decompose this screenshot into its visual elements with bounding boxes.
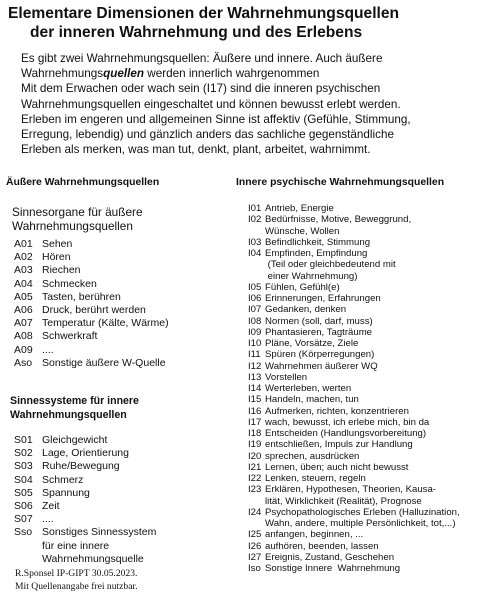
item-code: S05 bbox=[14, 486, 33, 499]
item-code: I19 bbox=[248, 439, 262, 451]
intro-paragraph bbox=[21, 51, 491, 157]
intro-text: Wahrnehmungs bbox=[21, 67, 104, 81]
intro-line: Erleben im engeren und allgemeinen Sinne ist affektiv (Gefühle, Stimmung, bbox=[21, 112, 411, 126]
list-item bbox=[14, 251, 169, 264]
item-code: A02 bbox=[14, 251, 33, 264]
item-text: Schmecken bbox=[42, 277, 97, 290]
list-item bbox=[14, 264, 169, 277]
item-code: I05 bbox=[248, 281, 262, 293]
item-code: I21 bbox=[248, 461, 262, 473]
list-item bbox=[248, 439, 492, 450]
item-code: I14 bbox=[248, 383, 262, 394]
item-text: Sonstige äußere W-Quelle bbox=[42, 356, 166, 369]
item-text: Antrieb, Energie bbox=[265, 203, 334, 214]
list-item bbox=[248, 293, 492, 304]
item-text: .... bbox=[42, 513, 54, 526]
intro-line: Erregung, lebendig) und gänzlich anders das sachliche gegenständliche bbox=[21, 128, 394, 142]
list-item bbox=[248, 361, 492, 372]
item-code: A05 bbox=[14, 290, 33, 303]
item-code: I10 bbox=[248, 338, 262, 349]
list-item bbox=[248, 237, 492, 248]
list-item bbox=[14, 526, 156, 566]
item-text: Lernen, üben; auch nicht bewusst bbox=[265, 461, 409, 473]
list-item bbox=[248, 203, 492, 214]
item-code: I23 bbox=[248, 484, 262, 496]
list-item bbox=[248, 394, 492, 405]
list-item bbox=[14, 487, 156, 500]
item-text: Phantasieren, Tagträume bbox=[265, 326, 373, 338]
title-line-1: Elementare Dimensionen der Wahrnehmungsquellen bbox=[8, 5, 400, 22]
inner-sources-heading: Innere psychische Wahrnehmungsquellen bbox=[236, 177, 445, 188]
item-code: Iso bbox=[248, 563, 261, 574]
list-item bbox=[14, 434, 156, 447]
item-code: A08 bbox=[14, 330, 33, 343]
intro-line: Erleben als merken, was man tut, denkt, plant, arbeitet, wahrnimmt. bbox=[21, 143, 371, 157]
list-item bbox=[248, 451, 492, 462]
list-item bbox=[248, 338, 492, 349]
list-item bbox=[14, 447, 156, 460]
item-code: I13 bbox=[248, 371, 262, 383]
item-code: I27 bbox=[248, 551, 262, 563]
item-text: Erinnerungen, Erfahrungen bbox=[265, 293, 381, 304]
item-text: Entscheiden (Handlungsvorbereitung) bbox=[265, 428, 427, 439]
item-code: S03 bbox=[14, 460, 33, 473]
item-code: I26 bbox=[248, 540, 262, 552]
list-item bbox=[248, 372, 492, 383]
intro-line: Wahrnehmungsquellen eingeschaltet und können bewusst erlebt werden. bbox=[21, 97, 401, 111]
item-text: aufhören, beenden, lassen bbox=[265, 540, 379, 552]
item-text: Aufmerken, richten, konzentrieren bbox=[265, 405, 409, 417]
item-text: anfangen, beginnen, ... bbox=[265, 529, 364, 541]
item-code: Aso bbox=[14, 356, 33, 369]
item-code: I08 bbox=[248, 315, 262, 327]
sense-organs-subheading bbox=[12, 205, 143, 233]
list-item bbox=[14, 317, 169, 330]
item-code: I20 bbox=[248, 450, 262, 462]
list-item bbox=[14, 238, 169, 251]
item-code: I24 bbox=[248, 506, 262, 518]
item-code: I16 bbox=[248, 405, 262, 417]
list-item bbox=[14, 460, 156, 473]
item-text: Empfinden, Empfindung (Teil oder gleichbedeutend mit einer Wahrnehmung) bbox=[265, 248, 396, 282]
item-text: Erklären, Hypothesen, Theorien, Kausa- lität, Wirklichkeit (Realität), Prognose bbox=[265, 484, 437, 507]
list-item bbox=[14, 330, 169, 343]
intro-line: Mit dem Erwachen oder wach sein (I17) sind die inneren psychischen bbox=[21, 82, 381, 96]
list-item bbox=[248, 529, 492, 540]
sense-systems-heading-line: Wahrnehmungsquellen bbox=[10, 408, 127, 421]
item-code: A06 bbox=[14, 304, 33, 317]
list-item bbox=[248, 304, 492, 315]
sense-organs-subheading-line: Wahrnehmungsquellen bbox=[12, 219, 133, 233]
item-code: A04 bbox=[14, 277, 33, 290]
item-code: I15 bbox=[248, 394, 262, 406]
outer-sources-heading: Äußere Wahrnehmungsquellen bbox=[6, 177, 160, 188]
list-item bbox=[248, 484, 492, 507]
item-code: A07 bbox=[14, 317, 33, 330]
item-text: Schwerkraft bbox=[42, 330, 98, 343]
item-text: Druck, berührt werden bbox=[42, 304, 146, 317]
item-code: A01 bbox=[14, 238, 33, 250]
item-text: Befindlichkeit, Stimmung bbox=[265, 236, 371, 248]
item-code: S07 bbox=[14, 513, 33, 526]
item-text: Spannung bbox=[42, 486, 90, 499]
item-text: Gleichgewicht bbox=[42, 434, 108, 446]
list-item bbox=[14, 500, 156, 513]
item-text: Vorstellen bbox=[265, 371, 308, 383]
item-text: Wahrnehmen äußerer WQ bbox=[265, 360, 378, 372]
list-item bbox=[248, 282, 492, 293]
item-text: Handeln, machen, tun bbox=[265, 394, 359, 406]
list-item bbox=[248, 406, 492, 417]
item-code: I02 bbox=[248, 214, 262, 226]
item-code: S06 bbox=[14, 500, 33, 513]
item-text: Spüren (Körperregungen) bbox=[265, 349, 375, 361]
item-text: Lage, Orientierung bbox=[42, 447, 129, 460]
item-code: I25 bbox=[248, 529, 262, 541]
list-item bbox=[248, 349, 492, 360]
copyright-line: R.Sponsel IP-GIPT 30.05.2023. bbox=[15, 568, 138, 579]
outer-sources-list bbox=[14, 238, 169, 370]
sense-systems-list bbox=[14, 434, 156, 566]
item-code: S02 bbox=[14, 447, 33, 460]
item-code: I01 bbox=[248, 203, 262, 214]
item-code: I17 bbox=[248, 416, 262, 428]
item-code: A03 bbox=[14, 264, 33, 277]
item-text: Sehen bbox=[42, 238, 73, 250]
item-code: I07 bbox=[248, 304, 262, 316]
item-text: Lenken, steuern, regeln bbox=[265, 473, 366, 484]
item-text: sprechen, ausdrücken bbox=[265, 450, 360, 462]
intro-emphasis: quellen bbox=[103, 67, 144, 81]
item-text: Sonstiges Sinnessystem für eine innere Wahrnehmungsquelle bbox=[42, 526, 157, 565]
list-item bbox=[14, 357, 169, 370]
sense-organs-subheading-line: Sinnesorgane für äußere bbox=[12, 205, 143, 219]
list-item bbox=[14, 474, 156, 487]
item-text: Tasten, berühren bbox=[42, 290, 121, 303]
item-text: Schmerz bbox=[42, 473, 84, 486]
title-line-2: der inneren Wahrnehmung und des Erlebens bbox=[30, 23, 363, 41]
intro-text: werden innerlich wahrgenommen bbox=[144, 67, 320, 81]
sense-systems-heading bbox=[10, 395, 139, 422]
item-text: Zeit bbox=[42, 500, 60, 513]
inner-sources-list bbox=[248, 203, 492, 574]
item-text: Temperatur (Kälte, Wärme) bbox=[42, 317, 169, 330]
list-item bbox=[248, 473, 492, 484]
item-code: Sso bbox=[14, 526, 33, 539]
list-item bbox=[248, 248, 492, 282]
item-text: Bedürfnisse, Motive, Beweggrund, Wünsche, Wollen bbox=[265, 214, 412, 237]
usage-line: Mit Quellenangabe frei nutzbar. bbox=[15, 580, 138, 592]
item-code: I12 bbox=[248, 360, 262, 372]
item-text: Hören bbox=[42, 251, 71, 264]
item-code: I06 bbox=[248, 293, 262, 304]
item-code: I22 bbox=[248, 473, 262, 484]
item-text: wach, bewusst, ich erlebe mich, bin da bbox=[265, 416, 430, 428]
intro-line: Es gibt zwei Wahrnehmungsquellen: Äußere und innere. Auch äußere bbox=[21, 52, 383, 65]
intro-line bbox=[21, 66, 491, 81]
item-text: .... bbox=[42, 343, 54, 356]
item-text: Ruhe/Bewegung bbox=[42, 460, 120, 473]
item-text: Normen (soll, darf, muss) bbox=[265, 315, 373, 327]
list-item bbox=[248, 214, 492, 237]
item-code: I18 bbox=[248, 428, 262, 439]
item-code: I09 bbox=[248, 326, 262, 338]
item-text: Pläne, Vorsätze, Ziele bbox=[265, 338, 359, 349]
list-item bbox=[248, 316, 492, 327]
item-code: S01 bbox=[14, 434, 33, 446]
list-item bbox=[248, 563, 492, 574]
item-code: S04 bbox=[14, 473, 33, 486]
list-item bbox=[248, 462, 492, 473]
list-item bbox=[14, 278, 169, 291]
list-item bbox=[248, 417, 492, 428]
list-item bbox=[248, 507, 492, 530]
item-code: I03 bbox=[248, 236, 262, 248]
item-code: I04 bbox=[248, 248, 262, 259]
copyright-note bbox=[15, 568, 138, 593]
list-item bbox=[14, 513, 156, 526]
item-text: Riechen bbox=[42, 264, 81, 277]
list-item bbox=[14, 304, 169, 317]
item-text: Psychopathologisches Erleben (Halluzination, Wahn, andere, multiple Persönlichkeit, tot,...) bbox=[265, 506, 460, 529]
item-text: entschließen, Impuls zur Handlung bbox=[265, 439, 413, 451]
item-text: Gedanken, denken bbox=[265, 304, 347, 316]
list-item bbox=[248, 552, 492, 563]
sense-systems-heading-line: Sinnessysteme für innere bbox=[10, 395, 139, 407]
list-item bbox=[14, 344, 169, 357]
list-item bbox=[248, 541, 492, 552]
list-item bbox=[248, 383, 492, 394]
item-code: I11 bbox=[248, 349, 261, 361]
list-item bbox=[248, 428, 492, 439]
item-text: Ereignis, Zustand, Geschehen bbox=[265, 551, 395, 563]
item-text: Sonstige Innere Wahrnehmung bbox=[265, 563, 401, 574]
list-item bbox=[248, 327, 492, 338]
item-text: Werterleben, werten bbox=[265, 383, 352, 394]
item-text: Fühlen, Gefühl(e) bbox=[265, 281, 340, 293]
list-item bbox=[14, 291, 169, 304]
page-title bbox=[8, 5, 492, 42]
item-code: A09 bbox=[14, 343, 33, 356]
